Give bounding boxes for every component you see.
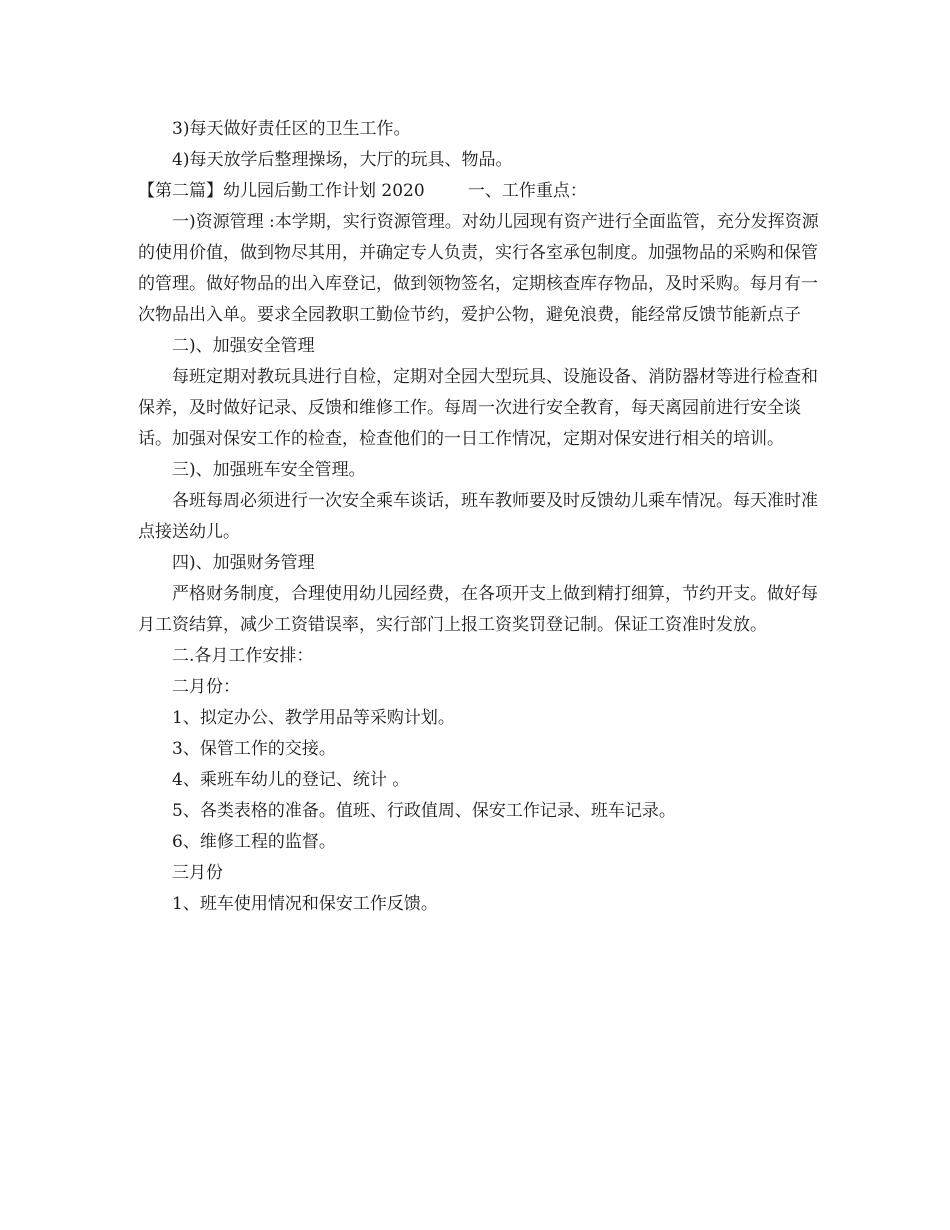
paragraph-finance: 严格财务制度，合理使用幼儿园经费，在各项开支上做到精打细算，节约开支。做好每月工资结算，减少工资错误率，实行部门上报工资奖罚登记制。保证工资准时发放。: [138, 584, 818, 635]
list-item: 4)每天放学后整理操场，大厅的玩具、物品。: [172, 150, 513, 170]
list-item: 6、维修工程的监督。: [172, 832, 336, 852]
document-body: [138, 114, 828, 920]
paragraph-safety-management: 每班定期对教玩具进行自检，定期对全园大型玩具、设施设备、消防器材等进行检查和保养，及时做好记录、反馈和维修工作。每周一次进行安全教育，每天离园前进行安全谈话。加强对保安工作的检查，检查他们的一日工作情况，定期对保安进行相关的培训。: [138, 367, 818, 449]
section-heading: 二)、加强安全管理: [172, 336, 315, 356]
month-heading: 三月份: [172, 863, 223, 883]
article-heading: 【第二篇】幼儿园后勤工作计划 2020 一、工作重点：: [138, 181, 587, 201]
section-heading: 三)、加强班车安全管理。: [172, 460, 366, 480]
month-heading: 二月份：: [172, 677, 240, 697]
list-item: 3、保管工作的交接。: [172, 739, 336, 759]
section-heading: 二.各月工作安排：: [172, 646, 314, 666]
list-item: 3)每天做好责任区的卫生工作。: [172, 119, 411, 139]
list-item: 4、乘班车幼儿的登记、统计 。: [172, 770, 410, 790]
list-item: 1、拟定办公、教学用品等采购计划。: [172, 708, 455, 728]
list-item: 5、各类表格的准备。值班、行政值周、保安工作记录、班车记录。: [172, 801, 676, 821]
paragraph-resource-management: 一)资源管理 :本学期，实行资源管理。对幼儿园现有资产进行全面监管，充分发挥资源的使用价值，做到物尽其用，并确定专人负责，实行各室承包制度。加强物品的采购和保管的管理。做好物品的出入库登记，做到领物签名，定期核查库存物品，及时采购。每月有一次物品出入单。要求全园教职工勤俭节约，爱护公物，避免浪费，能经常反馈节能新点子: [138, 212, 819, 325]
list-item: 1、班车使用情况和保安工作反馈。: [172, 894, 438, 914]
paragraph-bus-safety: 各班每周必须进行一次安全乘车谈话，班车教师要及时反馈幼儿乘车情况。每天准时准点接送幼儿。: [138, 491, 818, 542]
section-heading: 四)、加强财务管理: [172, 553, 315, 573]
